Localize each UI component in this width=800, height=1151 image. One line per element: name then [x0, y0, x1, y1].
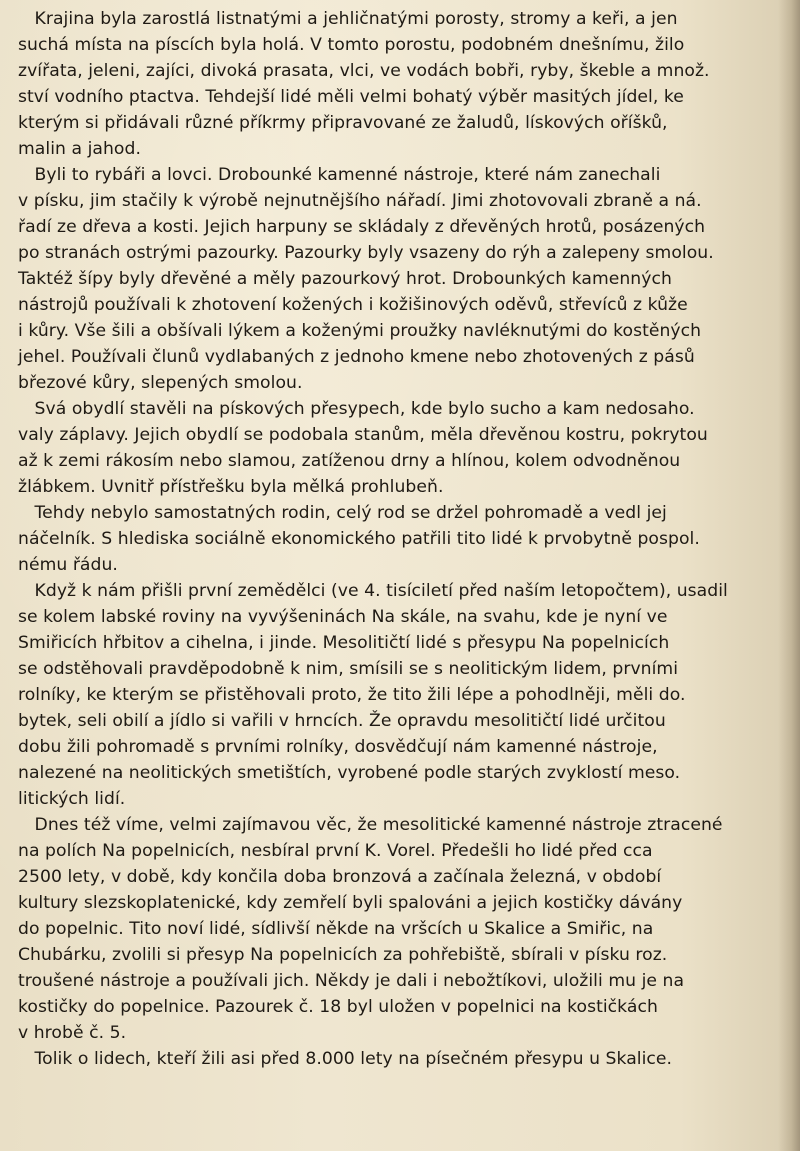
text-line: jehel. Používali člunů vydlabaných z jednoho kmene nebo zhotovených z pásů — [18, 347, 695, 367]
text-line: řadí ze dřeva a kosti. Jejich harpuny se skládaly z dřevěných hrotů, posázených — [18, 217, 706, 237]
text-line: Chubárku, zvolili si přesyp Na popelnicích za pohřebiště, sbírali v písku roz. — [18, 945, 668, 965]
text-line: nalezené na neolitických smetištích, vyrobené podle starých zvyklostí meso. — [18, 763, 681, 783]
text-line: po stranách ostrými pazourky. Pazourky byly vsazeny do rýh a zalepeny smolou. — [18, 243, 714, 263]
text-line: náčelník. S hlediska sociálně ekonomického patřili tito lidé k prvobytně pospol. — [18, 529, 700, 549]
text-line: bytek, seli obilí a jídlo si vařili v hrncích. Že opravdu mesolitičtí lidé určitou — [18, 711, 666, 731]
text-line: až k zemi rákosím nebo slamou, zatíženou drny a hlínou, kolem odvodněnou — [18, 451, 681, 471]
text-line: kultury slezskoplatenické, kdy zemřelí byli spalováni a jejich kostičky dávány — [18, 893, 683, 913]
text-line: 2500 lety, v době, kdy končila doba bronzová a začínala železná, v období — [18, 867, 662, 887]
text-line: valy záplavy. Jejich obydlí se podobala stanům, měla dřevěnou kostru, pokrytou — [18, 425, 708, 445]
text-line: suchá místa na píscích byla holá. V tomto porostu, podobném dnešnímu, žilo — [18, 35, 685, 55]
text-line: kostičky do popelnice. Pazourek č. 18 byl uložen v popelnici na kostičkách — [18, 997, 658, 1017]
text-line: Když k nám přišli první zemědělci (ve 4. tisíciletí před naším letopočtem), usadil — [18, 581, 728, 601]
text-line: Taktéž šípy byly dřevěné a měly pazourkový hrot. Drobounkých kamenných — [18, 269, 672, 289]
text-line: zvířata, jeleni, zajíci, divoká prasata, vlci, ve vodách bobři, ryby, škeble a množ. — [18, 61, 710, 81]
text-line: kterým si přidávali různé příkrmy připravované ze žaludů, lískových oříšků, — [18, 113, 668, 133]
text-line: březové kůry, slepených smolou. — [18, 373, 303, 393]
text-line: Tehdy nebylo samostatných rodin, celý rod se držel pohromadě a vedl jej — [18, 503, 667, 523]
text-line: dobu žili pohromadě s prvními rolníky, dosvědčují nám kamenné nástroje, — [18, 737, 658, 757]
text-line: Svá obydlí stavěli na pískových přesypech, kde bylo sucho a kam nedosaho. — [18, 399, 695, 419]
text-line: rolníky, ke kterým se přistěhovali proto, že tito žili lépe a pohodlněji, měli do. — [18, 685, 686, 705]
text-line: nástrojů používali k zhotovení kožených i kožišinových oděvů, střevíců z kůže — [18, 295, 688, 315]
text-line: v písku, jim stačily k výrobě nejnutnějšího nářadí. Jimi zhotovovali zbraně a ná. — [18, 191, 702, 211]
text-line: se kolem labské roviny na vyvýšeninách Na skále, na svahu, kde je nyní ve — [18, 607, 668, 627]
text-line: na polích Na popelnicích, nesbíral první K. Vorel. Předešli ho lidé před cca — [18, 841, 653, 861]
text-line: troušené nástroje a používali jich. Někdy je dali i nebožtíkovi, uložili mu je na — [18, 971, 685, 991]
text-line: Byli to rybáři a lovci. Drobounké kamenné nástroje, které nám zanechali — [18, 165, 661, 185]
text-line: v hrobě č. 5. — [18, 1023, 127, 1043]
text-line: litických lidí. — [18, 789, 126, 809]
text-line: žlábkem. Uvnitř přístřešku byla mělká prohlubeň. — [18, 477, 444, 497]
text-line: nému řádu. — [18, 555, 118, 575]
text-line: malin a jahod. — [18, 139, 141, 159]
text-line: Tolik o lidech, kteří žili asi před 8.000 lety na písečném přesypu u Skalice. — [18, 1049, 673, 1069]
text-line: Dnes též víme, velmi zajímavou věc, že mesolitické kamenné nástroje ztracené — [18, 815, 723, 835]
body-text — [18, 6, 800, 1072]
text-line: Smiřicích hřbitov a cihelna, i jinde. Mesolitičtí lidé s přesypu Na popelnicích — [18, 633, 670, 653]
text-line: i kůry. Vše šili a obšívali lýkem a koženými proužky navléknutými do kostěných — [18, 321, 702, 341]
text-line: do popelnic. Tito noví lidé, sídlivší někde na vršcích u Skalice a Smiřic, na — [18, 919, 654, 939]
text-line: Krajina byla zarostlá listnatými a jehličnatými porosty, stromy a keři, a jen — [18, 9, 678, 29]
text-line: se odstěhovali pravděpodobně k nim, smísili se s neolitickým lidem, prvními — [18, 659, 679, 679]
page-gutter-shadow — [778, 0, 800, 1151]
text-line: ství vodního ptactva. Tehdejší lidé měli velmi bohatý výběr masitých jídel, ke — [18, 87, 684, 107]
